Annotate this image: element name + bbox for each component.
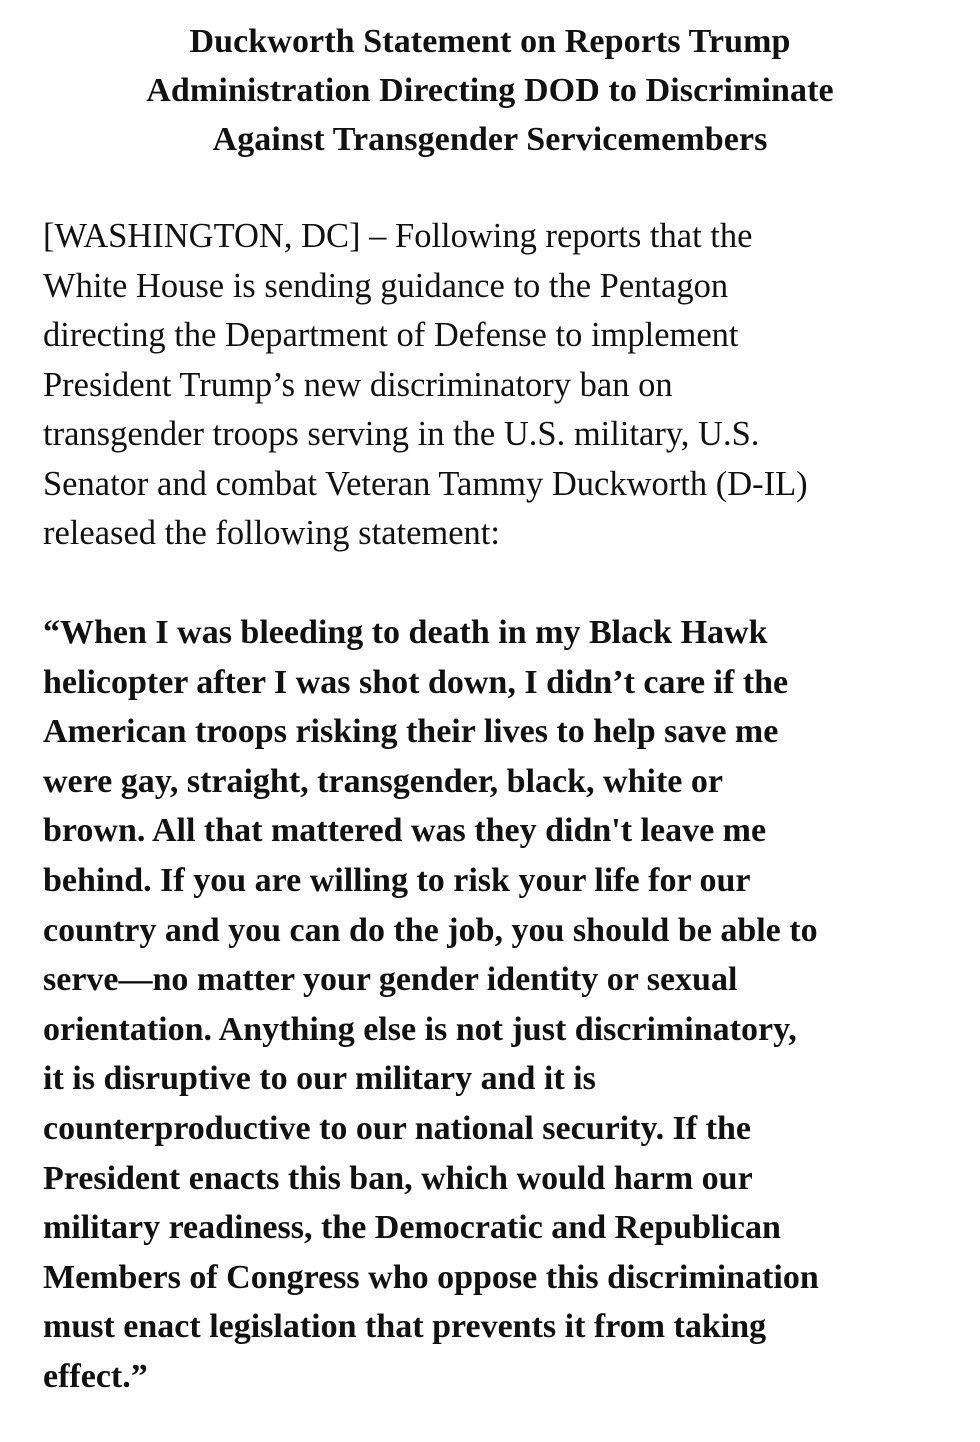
quote-line: President enacts this ban, which would harm our <box>43 1159 753 1197</box>
quote-paragraph <box>43 608 953 1402</box>
title-line: Administration Directing DOD to Discriminate <box>146 72 834 109</box>
quote-line: must enact legislation that prevents it from taking <box>43 1308 767 1346</box>
quote-line: brown. All that mattered was they didn't leave me <box>43 812 767 850</box>
quote-line: behind. If you are willing to risk your life for our <box>43 861 751 899</box>
intro-line: President Trump’s new discriminatory ban on <box>43 365 673 404</box>
title-line: Against Transgender Servicemembers <box>212 121 768 158</box>
intro-line: Senator and combat Veteran Tammy Duckworth (D-IL) <box>43 464 808 503</box>
intro-line: directing the Department of Defense to implement <box>43 316 739 354</box>
intro-line: [WASHINGTON, DC] – Following reports that the <box>43 217 753 255</box>
quote-line: effect.” <box>43 1357 148 1395</box>
intro-line: transgender troops serving in the U.S. military, U.S. <box>43 415 760 453</box>
quote-line: serve—no matter your gender identity or sexual <box>43 961 738 999</box>
quote-line: helicopter after I was shot down, I didn’t care if the <box>43 663 789 701</box>
title-line: Duckworth Statement on Reports Trump <box>189 23 791 60</box>
quote-line: Members of Congress who oppose this discrimination <box>43 1258 819 1296</box>
quote-line: country and you can do the job, you should be able to <box>43 911 818 949</box>
quote-line: were gay, straight, transgender, black, white or <box>43 762 723 800</box>
quote-line: American troops risking their lives to help save me <box>43 713 779 751</box>
intro-paragraph <box>43 212 953 559</box>
quote-line: it is disruptive to our military and it is <box>43 1060 596 1098</box>
intro-line: released the following statement: <box>43 514 500 552</box>
quote-line: orientation. Anything else is not just discriminatory, <box>43 1010 797 1048</box>
statement-title <box>40 17 940 164</box>
quote-line: military readiness, the Democratic and Republican <box>43 1209 781 1247</box>
intro-line: White House is sending guidance to the Pentagon <box>43 266 729 305</box>
quote-line: counterproductive to our national security. If the <box>43 1109 751 1147</box>
quote-line: “When I was bleeding to death in my Black Hawk <box>43 614 768 651</box>
